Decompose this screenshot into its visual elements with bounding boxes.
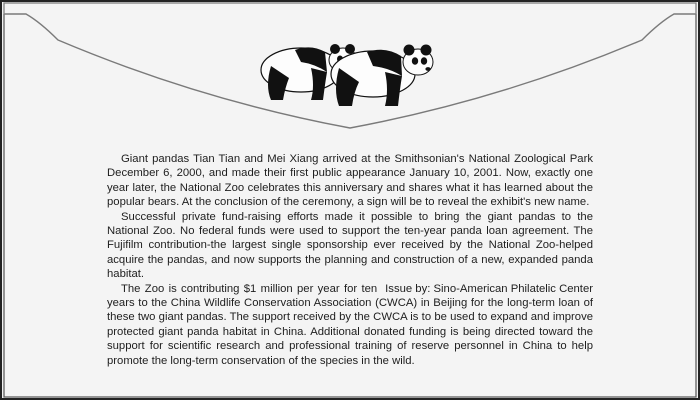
paragraph-arrival: Giant pandas Tian Tian and Mei Xiang arrived at the Smithsonian's National Zoological Park December 6, 2000, and made their first public appearance January 10, 2001. Now, exactly one year later, the National Zoo celebrates this anniversary and shares what it has learned about the popular bears. At the conclusion of the ceremony, a sign will be to reveal the exhibit's new name. xyxy=(107,153,593,209)
issuer-credit: Issue by: Sino-American Philatelic Center xyxy=(385,282,593,295)
paragraph-conservation-text: The Zoo is contributing $1 million per year for ten years to the China Wildlife Conservation Association (CWCA) in Beijing for the long-term loan of these two giant pandas. The support received by the CWCA is to be used to expand and improve protected giant panda habitat in China. Additional donated funding is being directed toward the support for scientific research and professional training of reserve personnel in China to help promote the long-term conservation of the species in the wild. xyxy=(107,282,593,367)
cover-text xyxy=(107,152,593,368)
paragraph-funding: Successful private fund-raising efforts made it possible to bring the giant pandas to the National Zoo. No federal funds were used to support the ten-year panda loan agreement. The Fujifilm contribution-the largest single sponsorship ever received by the National Zoo-helped acquire the pandas, and now supports the planning and construction of a new, expanded panda habitat. xyxy=(107,210,593,281)
paragraph-conservation xyxy=(107,282,593,368)
pandas-illustration xyxy=(255,28,445,106)
